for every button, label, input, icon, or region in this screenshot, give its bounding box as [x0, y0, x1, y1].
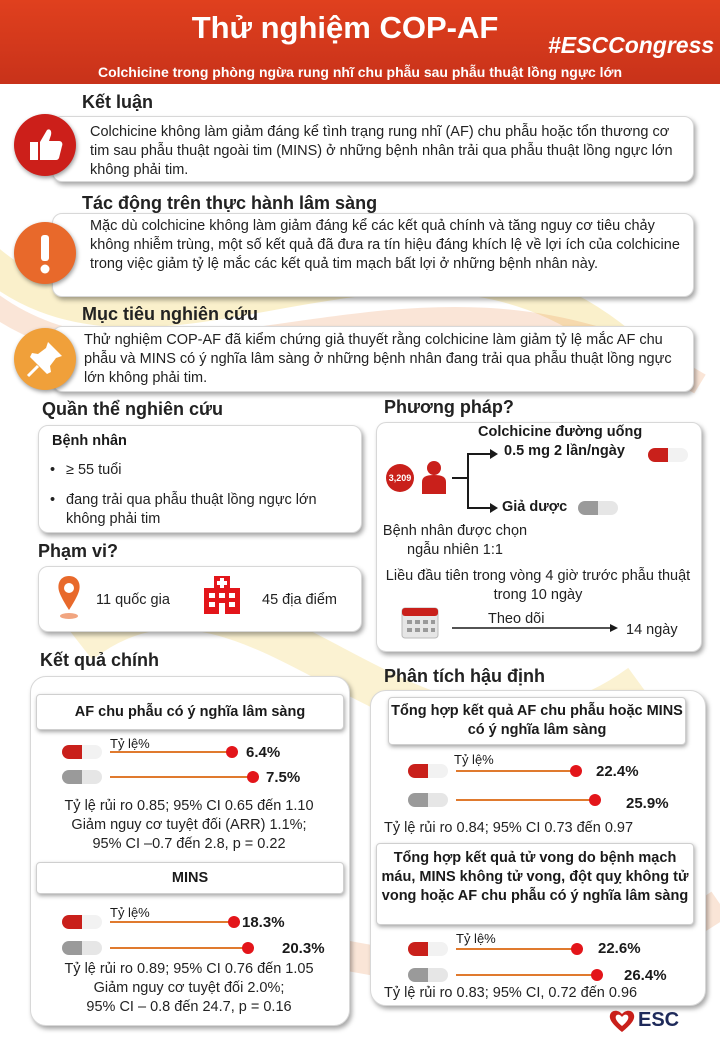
af-colchicine-bar	[110, 751, 232, 753]
af-stat-line-2: Giảm nguy cơ tuyệt đối (ARR) 1.1%;	[71, 817, 307, 833]
mins-stat-line-1: Tỷ lệ rủi ro 0.89; 95% CI 0.76 đến 1.05	[64, 961, 314, 977]
composite2-rate-label: Tỷ lệ%	[456, 931, 496, 946]
mins-colchicine-bar	[110, 921, 234, 923]
hashtag: #ESCCongress	[548, 32, 715, 58]
page-title: Thử nghiệm COP-AF	[191, 10, 499, 45]
composite1-title: Tổng hợp kết quả AF chu phẫu hoặc MINS có ý nghĩa lâm sàng	[388, 697, 686, 745]
composite2-placebo-bar	[456, 974, 597, 976]
af-rate-label: Tỷ lệ%	[110, 736, 150, 751]
mins-colchicine-value: 18.3%	[242, 914, 285, 931]
calendar-icon	[400, 604, 440, 640]
list-item: ≥ 55 tuổi	[66, 462, 122, 478]
af-placebo-bar	[110, 776, 253, 778]
exclamation-icon	[14, 222, 76, 284]
list-bullet: •	[50, 492, 56, 508]
page-subtitle: Colchicine trong phòng ngừa rung nhĩ chu phẫu sau phẫu thuật lồng ngực lớn	[97, 64, 623, 80]
followup-label: Theo dõi	[488, 611, 545, 627]
aim-title: Mục tiêu nghiên cứu	[82, 304, 259, 324]
list-item: đang trải qua phẫu thuật lồng ngực lớn không phải tim	[66, 492, 317, 527]
mins-outcome-title: MINS	[36, 862, 344, 894]
placebo-pill-icon	[578, 501, 618, 515]
composite2-title: Tổng hợp kết quả tử vong do bệnh mạch máu, MINS không tử vong, đột quỵ không tử vong hoặc AF chu phẫu có ý nghĩa lâm sàng	[376, 843, 694, 925]
pushpin-icon	[14, 328, 76, 390]
drug-name: Colchicine đường uống	[478, 424, 643, 440]
placebo-label: Giả dược	[502, 499, 568, 515]
person-icon	[420, 460, 448, 496]
colchicine-pill-icon	[408, 942, 448, 956]
scope-countries: 11 quốc gia	[96, 592, 170, 608]
af-placebo-dot	[247, 771, 259, 783]
composite1-stats: Tỷ lệ rủi ro 0.84; 95% CI 0.73 đến 0.97	[384, 820, 634, 836]
esc-logo-text: ESC	[638, 1009, 680, 1031]
composite1-rate-label: Tỷ lệ%	[454, 752, 494, 767]
composite1-colchicine-dot	[570, 765, 582, 777]
composite1-placebo-bar	[456, 799, 595, 801]
esc-heart-logo-icon	[608, 1008, 636, 1034]
composite2-stats: Tỷ lệ rủi ro 0.83; 95% CI, 0.72 đến 0.96	[384, 985, 638, 1001]
mins-placebo-bar	[110, 947, 248, 949]
impact-text: Mặc dù colchicine không làm giảm đáng kể các kết quả chính và tăng nguy cơ tiêu chảy không nhiễm trùng, một số kết quả đã đưa ra tín hiệu đáng khích lệ về lợi ích của colchicine trong việc giảm tỷ lệ mắc các kết quả tim mạch bất lợi ở những bệnh nhân này.	[90, 218, 680, 272]
conclusion-title: Kết luận	[82, 92, 154, 112]
composite2-placebo-value: 26.4%	[624, 967, 667, 984]
post-hoc-title: Phân tích hậu định	[384, 666, 545, 686]
followup-value: 14 ngày	[626, 622, 678, 638]
composite1-placebo-dot	[589, 794, 601, 806]
composite2-colchicine-value: 22.6%	[598, 940, 641, 957]
thumbs-up-icon	[14, 114, 76, 176]
impact-title: Tác động trên thực hành lâm sàng	[82, 193, 378, 213]
population-box-title: Bệnh nhân	[52, 433, 127, 449]
first-dose-text: Liều đầu tiên trong vòng 4 giờ trước phẫu thuật trong 10 ngày	[385, 568, 691, 603]
placebo-pill-icon	[62, 770, 102, 784]
mins-placebo-dot	[242, 942, 254, 954]
af-colchicine-dot	[226, 746, 238, 758]
placebo-pill-icon	[408, 793, 448, 807]
af-stat-line-3: 95% CI –0.7 đến 2.8, p = 0.22	[92, 836, 286, 852]
mins-stat-line-2: Giảm nguy cơ tuyệt đối 2.0%;	[93, 980, 285, 996]
mins-placebo-value: 20.3%	[282, 940, 325, 957]
method-title: Phương pháp?	[384, 397, 514, 417]
location-pin-icon	[56, 574, 82, 620]
hospital-icon	[200, 572, 244, 616]
conclusion-text: Colchicine không làm giảm đáng kể tình trạng rung nhĩ (AF) chu phẫu hoặc tổn thương cơ tim sau phẫu thuật ngoài tim (MINS) ở những bệnh nhân trải qua phẫu thuật lồng ngực lớn không phải tim.	[90, 124, 673, 178]
randomization-arrows	[450, 440, 500, 520]
randomized-text: Bệnh nhân được chọn ngẫu nhiên 1:1	[382, 523, 528, 558]
scope-sites: 45 địa điểm	[262, 592, 337, 608]
population-title: Quần thể nghiên cứu	[42, 399, 224, 419]
colchicine-pill-icon	[648, 448, 688, 462]
placebo-pill-icon	[62, 941, 102, 955]
composite1-colchicine-value: 22.4%	[596, 763, 639, 780]
mins-stat-line-3: 95% CI – 0.8 đến 24.7, p = 0.16	[86, 999, 292, 1015]
af-placebo-value: 7.5%	[266, 769, 301, 786]
af-stat-line-1: Tỷ lệ rủi ro 0.85; 95% CI 0.65 đến 1.10	[64, 798, 314, 814]
placebo-pill-icon	[408, 968, 448, 982]
scope-title: Phạm vi?	[38, 541, 119, 561]
followup-arrow	[452, 622, 620, 634]
af-colchicine-value: 6.4%	[246, 744, 281, 761]
composite2-colchicine-dot	[571, 943, 583, 955]
composite1-colchicine-bar	[456, 770, 576, 772]
drug-dose: 0.5 mg 2 lần/ngày	[504, 443, 625, 459]
colchicine-pill-icon	[408, 764, 448, 778]
colchicine-pill-icon	[62, 745, 102, 759]
patient-count-badge: 3,209	[386, 464, 414, 492]
composite2-colchicine-bar	[456, 948, 577, 950]
list-bullet: •	[50, 462, 56, 478]
main-results-title: Kết quả chính	[40, 650, 160, 670]
composite1-placebo-value: 25.9%	[626, 795, 669, 812]
mins-rate-label: Tỷ lệ%	[110, 905, 150, 920]
af-outcome-title: AF chu phẫu có ý nghĩa lâm sàng	[36, 694, 344, 730]
colchicine-pill-icon	[62, 915, 102, 929]
aim-text: Thử nghiệm COP-AF đã kiểm chứng giả thuyết rằng colchicine làm giảm tỷ lệ mắc AF chu phẫu và MINS có ý nghĩa lâm sàng ở những bệnh nhân đang trải qua phẫu thuật lồng ngực lớn không phải tim.	[84, 332, 672, 386]
